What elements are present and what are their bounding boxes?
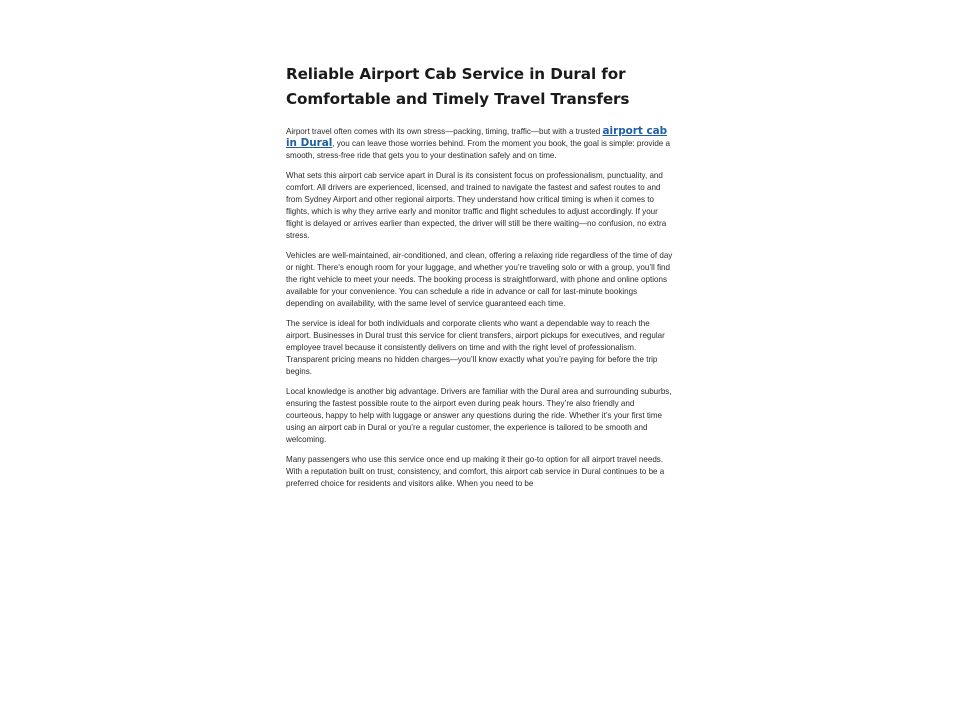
paragraph-professionalism: What sets this airport cab service apart in Dural is its consistent focus on professionalism, punctuality, and comfort. All drivers are experienced, licensed, and trained to navigate the fastest and safest routes to and from Sydney Airport and other regional airports. They understand how critical timing is when it comes to flights, which is why they arrive early and monitor traffic and flight schedules to adjust accordingly. If your flight is delayed or arrives earlier than expected, the driver will still be there waiting—no confusion, no extra stress. [286,171,667,240]
paragraph-reputation: Many passengers who use this service once end up making it their go-to option for all airport travel needs. With a reputation built on trust, consistency, and comfort, this airport cab service in Dural continues to be a preferred choice for residents and visitors alike. When you need to be [286,455,665,489]
airport-cab-dural-link[interactable]: airport cab in Dural [286,125,668,149]
document-body [286,62,674,498]
intro-text-before-link: Airport travel often comes with its own stress—packing, timing, traffic—but with a trusted [286,127,603,136]
document-page [238,0,722,720]
paragraph-local-knowledge: Local knowledge is another big advantage. Drivers are familiar with the Dural area and surrounding suburbs, ensuring the fastest possible route to the airport even during peak hours. They’re also friendly and courteous, happy to help with luggage or answer any questions during the ride. Whether it’s your first time using an airport cab in Dural or you’re a regular customer, the experience is tailored to be smooth and welcoming. [286,387,672,444]
intro-paragraph [286,126,674,162]
paragraph-corporate: The service is ideal for both individuals and corporate clients who want a dependable way to reach the airport. Businesses in Dural trust this service for client transfers, airport pickups for executives, and regular employee travel because it consistently delivers on time and with the right level of professionalism. Transparent pricing means no hidden charges—you’ll know exactly what you’re paying for before the trip begins. [286,319,665,376]
paragraph-vehicles: Vehicles are well-maintained, air-conditioned, and clean, offering a relaxing ride regardless of the time of day or night. There’s enough room for your luggage, and whether you’re traveling solo or with a group, you’ll find the right vehicle to meet your needs. The booking process is straightforward, with phone and online options available for your convenience. You can schedule a ride in advance or call for last-minute bookings depending on availability, with the same level of service guaranteed each time. [286,251,673,308]
intro-text-after-link: , you can leave those worries behind. From the moment you book, the goal is simple: provide a smooth, stress-free ride that gets you to your destination safely and on time. [286,138,670,160]
document-title: Reliable Airport Cab Service in Dural for Comfortable and Timely Travel Transfers [286,65,630,108]
